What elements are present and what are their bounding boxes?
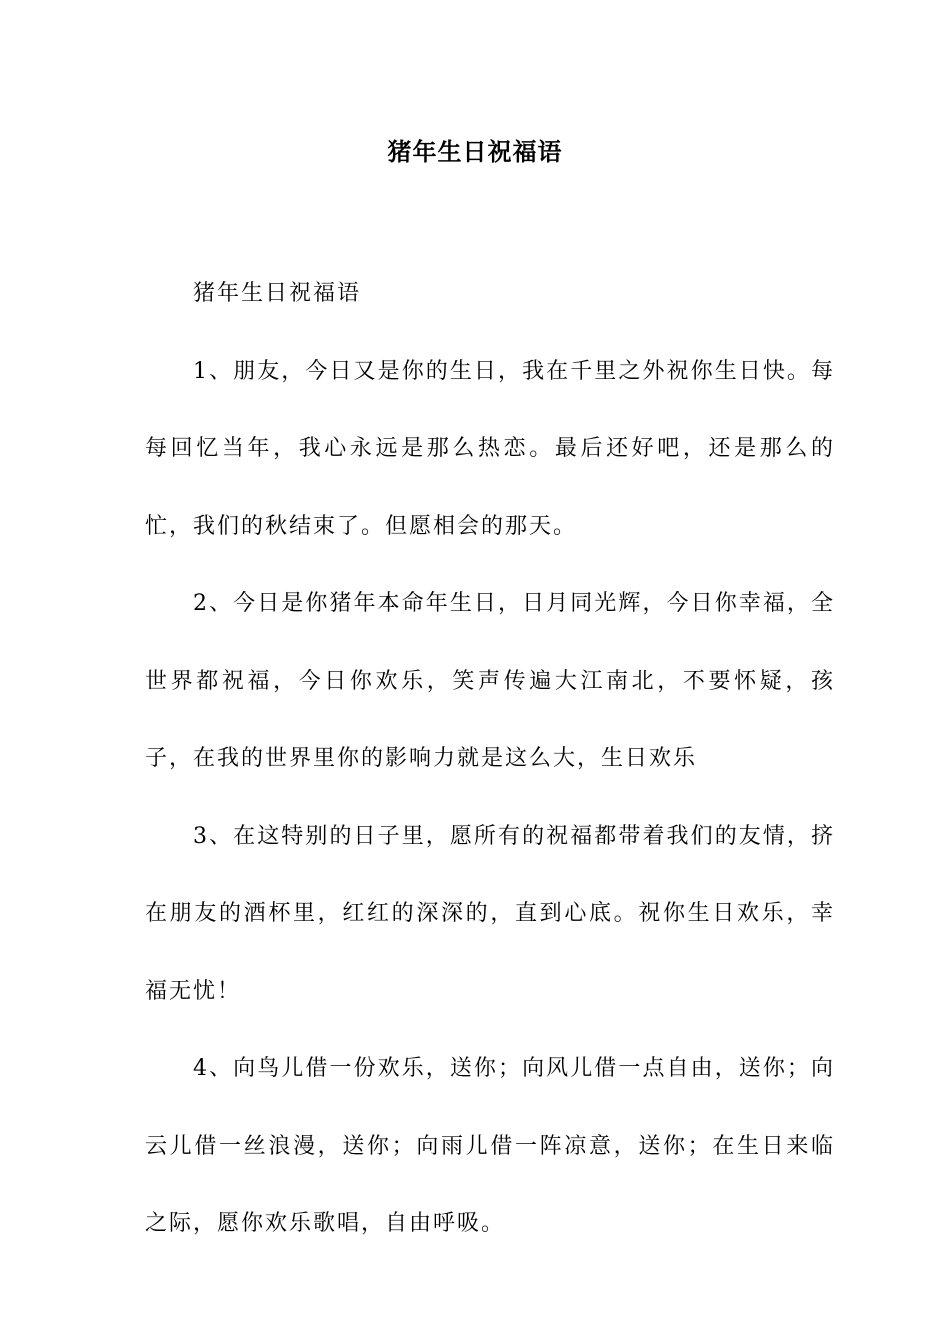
paragraph-1: 1、朋友，今日又是你的生日，我在千里之外祝你生日快。每每回忆当年，我心永远是那么热恋。最后还好吧，还是那么的忙，我们的秋结束了。但愿相会的那天。 xyxy=(145,358,835,539)
document-title: 猪年生日祝福语 xyxy=(387,137,563,166)
paragraph-3: 3、在这特别的日子里，愿所有的祝福都带着我们的友情，挤在朋友的酒杯里，红红的深深的，直到心底。祝你生日欢乐，幸福无忧！ xyxy=(145,823,835,1004)
paragraph-2: 2、今日是你猪年本命年生日，日月同光辉，今日你幸福，全世界都祝福，今日你欢乐，笑声传遍大江南北，不要怀疑，孩子，在我的世界里你的影响力就是这么大，生日欢乐 xyxy=(145,591,835,771)
paragraph-4: 4、向鸟儿借一份欢乐，送你；向风儿借一点自由，送你；向云儿借一丝浪漫，送你；向雨儿借一阵凉意，送你；在生日来临之际，愿你欢乐歌唱，自由呼吸。 xyxy=(145,1056,835,1236)
document-body xyxy=(145,255,835,1263)
paragraph-subtitle: 猪年生日祝福语 xyxy=(193,281,362,306)
